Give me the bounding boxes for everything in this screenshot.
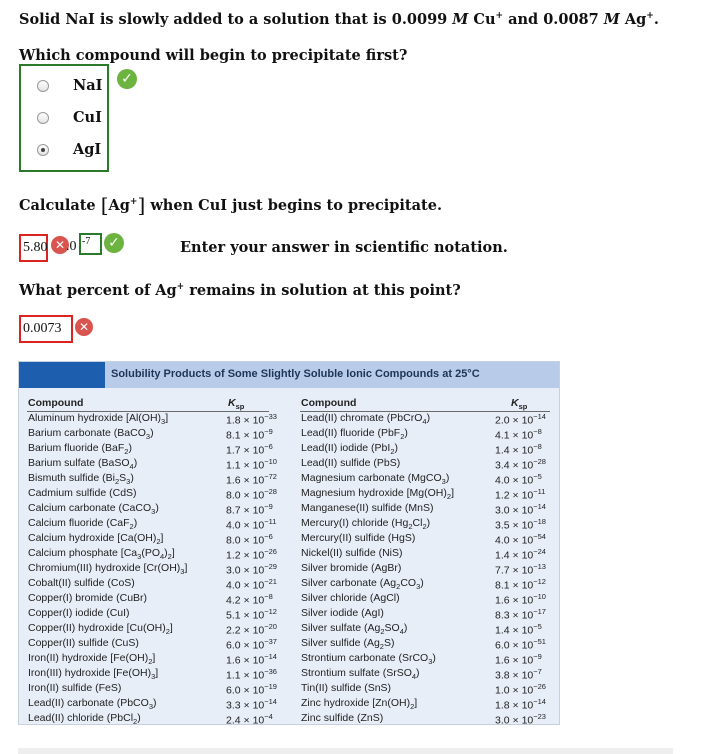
intro-mid: and 0.0087: [503, 11, 604, 28]
intro-text: Solid NaI is slowly added to a solution that is 0.0099: [19, 11, 453, 28]
compound-name-left: Barium carbonate (BaCO$_3$): [28, 427, 154, 442]
q2-pre: Calculate: [19, 197, 101, 214]
ksp-value-right: $4.1 \times 10^{-8}$: [495, 427, 542, 442]
compound-name-right: Lead(II) chromate (PbCrO$_4$): [301, 412, 431, 427]
compound-name-right: Silver chloride (AgCl): [301, 592, 400, 604]
ksp-value-right: $3.5 \times 10^{-18}$: [495, 517, 546, 532]
ksp-value-right: $1.4 \times 10^{-8}$: [495, 442, 542, 457]
ksp-value-left: $4.2 \times 10^{-8}$: [226, 592, 273, 607]
exponent-value: -7: [82, 236, 91, 247]
ksp-value-left: $4.0 \times 10^{-21}$: [226, 577, 277, 592]
cu-ion: Cu: [468, 11, 496, 28]
correct-check-icon: ✓: [117, 69, 137, 89]
question-3: [19, 282, 461, 299]
compound-name-left: Calcium fluoride (CaF$_2$): [28, 517, 138, 532]
compound-name-right: Strontium carbonate (SrCO$_3$): [301, 652, 436, 667]
ksp-value-left: $6.0 \times 10^{-37}$: [226, 637, 277, 652]
compound-name-left: Calcium carbonate (CaCO$_3$): [28, 502, 159, 517]
bracket-right: ]: [137, 193, 146, 217]
ksp-value-right: $3.0 \times 10^{-14}$: [495, 502, 546, 517]
compound-name-left: Calcium phosphate $[Ca_3(PO_4)_2]$: [28, 547, 175, 562]
ksp-value-left: $1.2 \times 10^{-26}$: [226, 547, 277, 562]
column-header-ksp-right: $K_{sp}$: [511, 397, 528, 412]
ag-charge: +: [646, 11, 654, 22]
ksp-value-right: $7.7 \times 10^{-13}$: [495, 562, 546, 577]
incorrect-x-icon: ✕: [51, 236, 69, 254]
choice-cui[interactable]: [21, 109, 107, 129]
ksp-value-right: $4.0 \times 10^{-5}$: [495, 472, 542, 487]
ksp-value-right: $1.6 \times 10^{-10}$: [495, 592, 546, 607]
choice-group: [19, 64, 109, 172]
intro-end: .: [653, 11, 659, 28]
compound-name-right: Strontium sulfate (SrSO$_4$): [301, 667, 420, 682]
compound-name-right: Tin(II) sulfide (SnS): [301, 682, 392, 694]
column-header-ksp-left: $K_{sp}$: [228, 397, 245, 412]
ksp-value-left: $3.0 \times 10^{-29}$: [226, 562, 277, 577]
q2-ion: Ag: [108, 197, 130, 214]
ksp-value-left: $1.6 \times 10^{-14}$: [226, 652, 277, 667]
compound-name-left: Calcium hydroxide $[Ca(OH)_2]$: [28, 532, 164, 547]
ksp-value-left: $4.0 \times 10^{-11}$: [226, 517, 277, 532]
compound-name-left: Barium sulfate (BaSO$_4$): [28, 457, 138, 472]
q2-ion-charge: +: [129, 197, 138, 208]
choice-label-cui: CuI: [73, 109, 102, 126]
radio-nai[interactable]: [37, 80, 49, 92]
question-2: [19, 193, 442, 217]
ksp-value-left: $2.2 \times 10^{-20}$: [226, 622, 277, 637]
ksp-value-left: $1.1 \times 10^{-36}$: [226, 667, 277, 682]
compound-name-right: Mercury(I) chloride $(Hg_2Cl_2)$: [301, 517, 431, 532]
ksp-value-right: $6.0 \times 10^{-51}$: [495, 637, 546, 652]
ksp-table: [18, 361, 560, 725]
correct-check-icon-2: ✓: [104, 233, 124, 253]
ksp-value-left: $5.1 \times 10^{-12}$: [226, 607, 277, 622]
q3-charge: +: [176, 282, 185, 293]
compound-name-right: Silver bromide (AgBr): [301, 562, 402, 574]
compound-name-right: Lead(II) iodide (PbI$_2$): [301, 442, 398, 457]
scientific-notation-hint: Enter your answer in scientific notation.: [180, 239, 508, 256]
ksp-value-left: $8.1 \times 10^{-9}$: [226, 427, 273, 442]
table-header-accent: [19, 362, 105, 388]
compound-name-left: Aluminum hydroxide $[Al(OH)_3]$: [28, 412, 169, 427]
molar-unit: M: [452, 11, 469, 28]
ksp-value-right: $1.8 \times 10^{-14}$: [495, 697, 546, 712]
cu-charge: +: [495, 11, 504, 22]
compound-name-right: Nickel(II) sulfide (NiS): [301, 547, 403, 559]
compound-name-right: Lead(II) fluoride (PbF$_2$): [301, 427, 408, 442]
ksp-value-right: $3.4 \times 10^{-28}$: [495, 457, 546, 472]
compound-name-left: Lead(II) carbonate (PbCO$_3$): [28, 697, 157, 712]
answer-mantissa-input[interactable]: 5.80: [19, 234, 48, 262]
table-header-bar: [19, 362, 559, 388]
radio-cui[interactable]: [37, 112, 49, 124]
compound-name-left: Iron(III) hydroxide $[Fe(OH)_3]$: [28, 667, 159, 682]
ksp-value-right: $1.0 \times 10^{-26}$: [495, 682, 546, 697]
ksp-value-right: $1.6 \times 10^{-9}$: [495, 652, 542, 667]
ksp-value-right: $8.1 \times 10^{-12}$: [495, 577, 546, 592]
ksp-value-left: $1.6 \times 10^{-72}$: [226, 472, 277, 487]
ksp-value-left: $8.0 \times 10^{-28}$: [226, 487, 277, 502]
compound-name-left: Barium fluoride (BaF$_2$): [28, 442, 132, 457]
question-1: Which compound will begin to precipitate first?: [19, 47, 408, 64]
choice-agi[interactable]: [21, 141, 107, 161]
compound-name-right: Magnesium carbonate (MgCO$_3$): [301, 472, 450, 487]
column-header-compound-right: Compound: [301, 397, 357, 409]
times-ten-label: .0: [66, 239, 77, 254]
choice-label-agi: AgI: [73, 141, 102, 158]
radio-agi-selected[interactable]: [37, 144, 49, 156]
ksp-value-right: $3.8 \times 10^{-7}$: [495, 667, 542, 682]
choice-nai[interactable]: [21, 77, 107, 97]
compound-name-right: Silver sulfate $(Ag_2SO_4)$: [301, 622, 408, 637]
bottom-divider: [18, 748, 673, 754]
ksp-value-right: $4.0 \times 10^{-54}$: [495, 532, 546, 547]
compound-name-left: Cadmium sulfide (CdS): [28, 487, 137, 499]
compound-name-left: Copper(I) bromide (CuBr): [28, 592, 148, 604]
compound-name-left: Iron(II) sulfide (FeS): [28, 682, 122, 694]
incorrect-x-icon-2: ✕: [75, 318, 93, 336]
ksp-value-left: $1.8 \times 10^{-33}$: [226, 412, 277, 427]
compound-name-right: Magnesium hydroxide $[Mg(OH)_2]$: [301, 487, 454, 502]
compound-name-left: Iron(II) hydroxide $[Fe(OH)_2]$: [28, 652, 156, 667]
ksp-value-right: $3.0 \times 10^{-23}$: [495, 712, 546, 727]
ksp-value-right: $1.2 \times 10^{-11}$: [495, 487, 546, 502]
compound-name-right: Zinc sulfide (ZnS): [301, 712, 384, 724]
compound-name-left: Copper(II) sulfide (CuS): [28, 637, 139, 649]
ksp-value-left: $8.0 \times 10^{-6}$: [226, 532, 273, 547]
q3-pre: What percent of Ag: [19, 282, 177, 299]
choice-label-nai: NaI: [73, 77, 103, 94]
molar-unit-2: M: [603, 11, 620, 28]
compound-name-left: Cobalt(II) sulfide (CoS): [28, 577, 135, 589]
problem-statement: [19, 11, 659, 28]
compound-name-left: Copper(II) hydroxide $[Cu(OH)_2]$: [28, 622, 173, 637]
compound-name-left: Lead(II) chloride (PbCl$_2$): [28, 712, 141, 727]
ksp-value-left: $1.1 \times 10^{-10}$: [226, 457, 277, 472]
compound-name-right: Mercury(II) sulfide (HgS): [301, 532, 416, 544]
compound-name-right: Silver carbonate $(Ag_2CO_3)$: [301, 577, 424, 592]
compound-name-right: Zinc hydroxide $[Zn(OH)_2]$: [301, 697, 418, 712]
compound-name-left: Chromium(III) hydroxide $[Cr(OH)_3]$: [28, 562, 188, 577]
ksp-value-left: $2.4 \times 10^{-4}$: [226, 712, 273, 727]
bracket-left: [: [100, 193, 109, 217]
ksp-value-right: $1.4 \times 10^{-5}$: [495, 622, 542, 637]
ksp-value-right: $8.3 \times 10^{-17}$: [495, 607, 546, 622]
ksp-value-left: $1.7 \times 10^{-6}$: [226, 442, 273, 457]
ksp-value-left: $6.0 \times 10^{-19}$: [226, 682, 277, 697]
column-header-compound-left: Compound: [28, 397, 84, 409]
percent-answer-input[interactable]: 0.0073: [19, 315, 73, 343]
ksp-value-right: $1.4 \times 10^{-24}$: [495, 547, 546, 562]
answer-exponent-input[interactable]: [79, 233, 102, 255]
ksp-value-left: $8.7 \times 10^{-9}$: [226, 502, 273, 517]
ag-ion: Ag: [619, 11, 647, 28]
q2-post: when CuI just begins to precipitate.: [145, 197, 442, 214]
ksp-value-left: $3.3 \times 10^{-14}$: [226, 697, 277, 712]
compound-name-right: Silver iodide (AgI): [301, 607, 384, 619]
compound-name-left: Copper(I) iodide (CuI): [28, 607, 130, 619]
table-title: Solubility Products of Some Slightly Soluble Ionic Compounds at 25°C: [111, 368, 480, 380]
compound-name-right: Silver sulfide $(Ag_2S)$: [301, 637, 395, 652]
compound-name-right: Manganese(II) sulfide (MnS): [301, 502, 434, 514]
q3-post: remains in solution at this point?: [184, 282, 461, 299]
compound-name-left: Bismuth sulfide $(Bi_2S_3)$: [28, 472, 134, 487]
compound-name-right: Lead(II) sulfide (PbS): [301, 457, 401, 469]
ksp-value-right: $2.0 \times 10^{-14}$: [495, 412, 546, 427]
